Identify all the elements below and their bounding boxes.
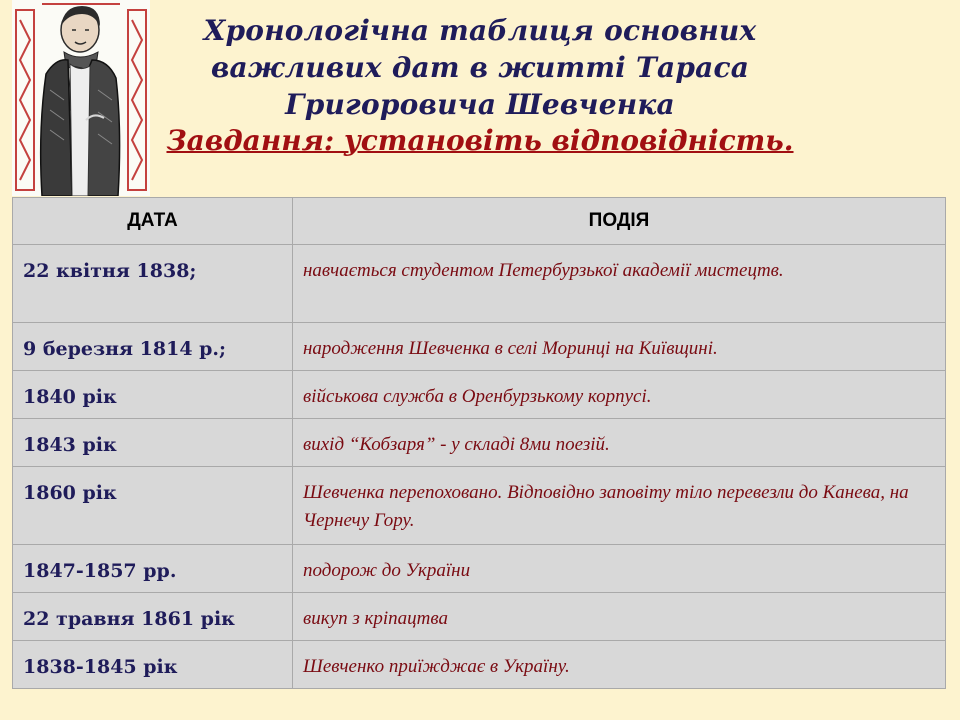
date-cell: 22 травня 1861 рік: [13, 593, 293, 641]
date-cell: 1840 рік: [13, 371, 293, 419]
date-cell: 1847-1857 рр.: [13, 545, 293, 593]
event-cell: подорож до України: [293, 545, 946, 593]
portrait-shevchenko-icon: [12, 0, 150, 196]
table-row: [13, 467, 946, 545]
event-cell: вихід “Кобзаря” - у складі 8ми поезій.: [293, 419, 946, 467]
table-row: [13, 323, 946, 371]
event-cell: військова служба в Оренбурзькому корпусі.: [293, 371, 946, 419]
event-cell: викуп з кріпацтва: [293, 593, 946, 641]
table-row: [13, 641, 946, 689]
event-cell: Шевченко приїжджає в Україну.: [293, 641, 946, 689]
title-block: [150, 12, 810, 159]
column-header-event: ПОДІЯ: [293, 198, 946, 245]
table-row: [13, 545, 946, 593]
event-cell: народження Шевченка в селі Моринці на Київщині.: [293, 323, 946, 371]
date-cell: 1843 рік: [13, 419, 293, 467]
table-header-row: [13, 198, 946, 245]
table-row: [13, 371, 946, 419]
page-title-line-2: важливих дат в житті Тараса: [210, 51, 750, 84]
table-row: [13, 419, 946, 467]
event-cell: навчається студентом Петербурзької академії мистецтв.: [293, 245, 946, 323]
page-title-line-3: Григоровича Шевченка: [285, 88, 675, 121]
date-cell: 22 квітня 1838;: [13, 245, 293, 323]
date-cell: 1860 рік: [13, 467, 293, 545]
page-title-line-1: Хронологічна таблиця основних: [203, 14, 757, 47]
date-cell: 9 березня 1814 р.;: [13, 323, 293, 371]
event-cell: Шевченка перепоховано. Відповідно заповіту тіло перевезли до Канева, на Чернечу Гору.: [293, 467, 946, 545]
table-row: [13, 245, 946, 323]
column-header-date: ДАТА: [13, 198, 293, 245]
task-instruction: Завдання: установіть відповідність.: [166, 124, 794, 157]
date-cell: 1838-1845 рік: [13, 641, 293, 689]
chronology-table: [12, 197, 946, 689]
portrait: [12, 0, 150, 196]
table-row: [13, 593, 946, 641]
